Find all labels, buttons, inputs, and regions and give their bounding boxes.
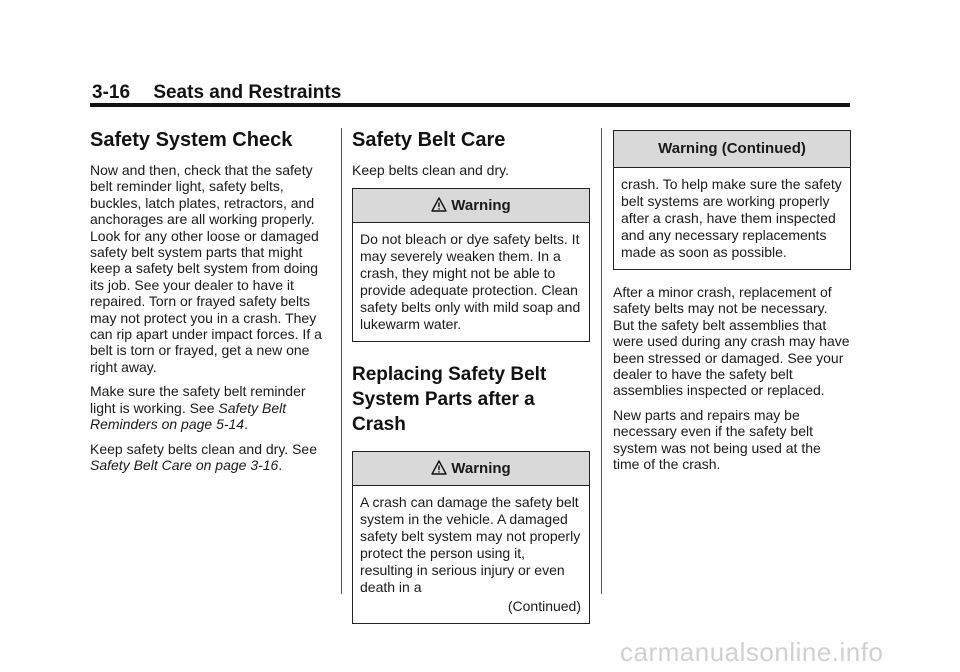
header-divider — [90, 103, 850, 107]
warning-title: Warning — [451, 460, 511, 478]
warning-text: A crash can damage the safety belt system in the vehicle. A damaged safety belt system may not properly protect the person using it, resulting in serious injury or even death in a — [360, 494, 581, 596]
paragraph: New parts and repairs may be necessary even if the safety belt system was not being used at the time of the crash. — [613, 406, 821, 473]
paragraph — [90, 383, 330, 432]
warning-title: Warning — [451, 197, 511, 215]
section-heading-safety-system-check: Safety System Check — [90, 129, 293, 151]
warning-triangle-icon — [431, 455, 447, 488]
paragraph: Now and then, check that the safety belt reminder light, safety belts, buckles, latch plates, retractors, and anchorages are all working properly. Look for any other loose or damaged safety belt system parts that might keep a safety belt system from doing its job. See your dealer to have it repaired. Torn or frayed safety belts may not protect you in a crash. They can rip apart under impact forces. If a belt is torn or frayed, get a new one right away. — [90, 162, 322, 375]
continued-label: (Continued) — [507, 598, 581, 615]
paragraph: After a minor crash, replacement of safety belts may not be necessary. But the safety belt assemblies that were used during any crash may have been stressed or damaged. See your dealer to have the safety belt assemblies inspected or replaced. — [613, 284, 850, 399]
section-heading-safety-belt-care: Safety Belt Care — [352, 129, 506, 151]
warning-header: Warning (Continued) — [614, 131, 850, 168]
paragraph-text: . — [278, 456, 283, 473]
warning-box-continued — [613, 130, 851, 270]
paragraph — [90, 441, 330, 474]
warning-box — [352, 188, 590, 342]
page-header — [92, 82, 341, 104]
chapter-title: Seats and Restraints — [153, 82, 342, 103]
warning-body: Do not bleach or dye safety belts. It may severely weaken them. In a crash, they might not be able to provide adequate protection. Clean safety belts only with mild soap and lukewarm water. — [360, 231, 581, 333]
cross-reference-link[interactable]: Safety Belt Care on page 3-16 — [90, 456, 279, 473]
warning-box — [352, 451, 590, 624]
cross-reference-link[interactable]: Safety Belt Reminders on page 5-14 — [90, 399, 287, 433]
paragraph-text: . — [244, 416, 248, 433]
paragraph-text: Make sure the safety belt reminder light is working. See — [90, 383, 306, 416]
column-divider — [341, 128, 342, 594]
column-1 — [90, 128, 330, 481]
column-3 — [613, 130, 851, 480]
section-heading-replacing-parts: Replacing Safety Belt System Parts after a Crash — [352, 364, 547, 436]
page-number: 3-16 — [92, 82, 131, 103]
warning-header — [353, 189, 589, 223]
warning-triangle-icon — [431, 192, 447, 225]
warning-header — [353, 452, 589, 486]
column-divider — [601, 128, 602, 594]
paragraph: Keep belts clean and dry. — [352, 162, 509, 178]
warning-body — [353, 486, 589, 623]
warning-body: crash. To help make sure the safety belt systems are working properly after a crash, have them inspected and any necessary replacements made as soon as possible. — [621, 176, 842, 260]
watermark: carmanualsonline.info — [620, 637, 884, 667]
paragraph-text: Keep safety belts clean and dry. See — [90, 440, 317, 457]
column-2 — [352, 128, 590, 624]
